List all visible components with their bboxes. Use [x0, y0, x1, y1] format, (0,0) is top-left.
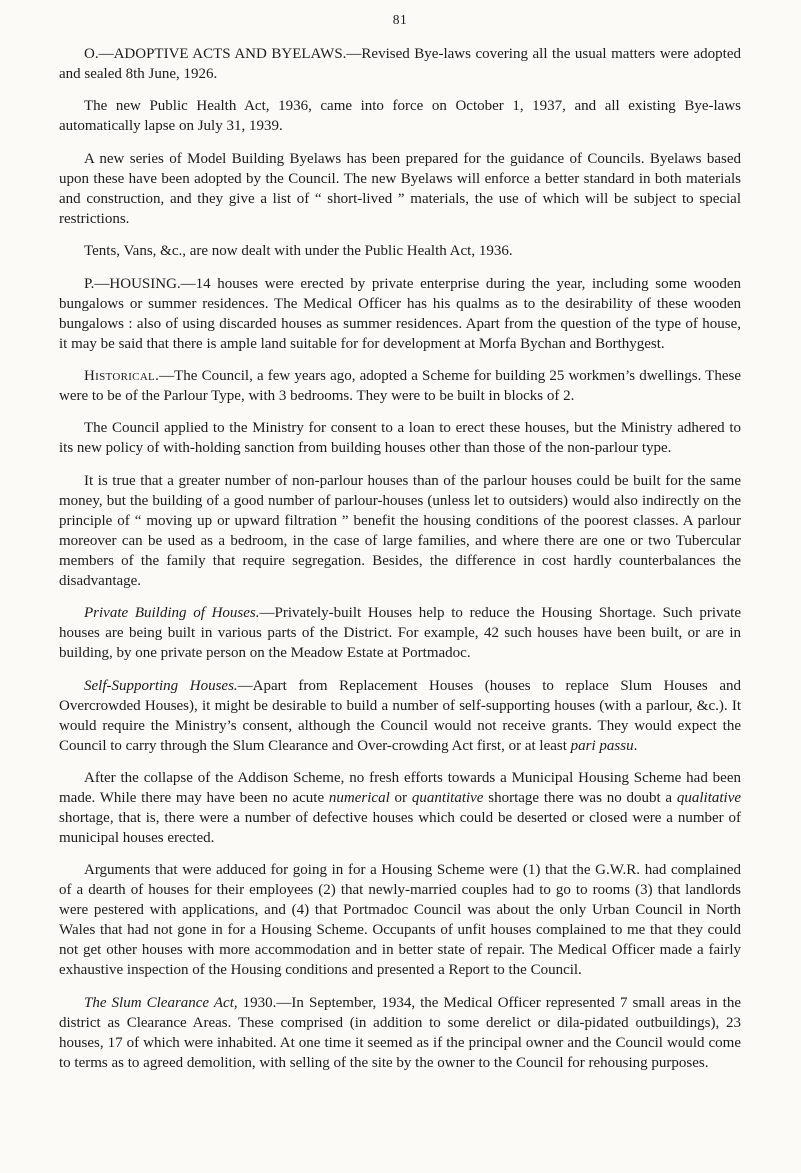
emphasis-text: Self-Supporting Houses. [84, 677, 238, 694]
paragraph-p13 [59, 993, 741, 1073]
body-text: 1930.—In September, 1934, the Medical Officer represented 7 small areas in the district as Clearance Areas. These comprised (in addition to some derelict or dila-pidated outbuildings), 23 houses, 17 of which were inhabited. At one time it seemed as if the principal owner and the Council would come to terms as to agreed demolition, with selling of the site by the owner to the Council for rehousing purposes. [59, 994, 741, 1071]
paragraph-p06 [59, 366, 741, 406]
body-text: P.—HOUSING.—14 houses were erected by private enterprise during the year, including some wooden bungalows or summer residences. The Medical Officer has his qualms as to the desirability of these wooden bungalows : also of using discarded houses as summer residences. Apart from the question of the type of house, it may be said that there is ample land suitable for for development at Morfa Bychan and Borthygest. [59, 275, 741, 352]
emphasis-text: qualitative [676, 789, 742, 806]
emphasis-text: Private Building of Houses. [84, 605, 260, 622]
emphasis-text: The Slum Clearance Act, [84, 994, 238, 1011]
emphasis-text: numerical [328, 789, 390, 806]
emphasis-text: quantitative [411, 789, 484, 806]
body-text: It is true that a greater number of non-parlour houses than of the parlour houses could be built for the same money, but the building of a good number of parlour-houses (unless let to outsiders) would also indirectly on the principle of “ moving up or upward filtration ” benefit the housing conditions of the poorest classes. A parlour moreover can be used as a bedroom, in the case of large families, and where there are one or two Tubercular members of the family that require segregation. Besides, the difference in cost hardly counterbalances the disadvantage. [59, 472, 741, 589]
page-number: 81 [392, 12, 408, 27]
body-text: Tents, Vans, &c., are now dealt with under the Public Health Act, 1936. [84, 243, 513, 260]
body-text: After the collapse of the Addison Scheme, no fresh efforts towards a Municipal Housing Scheme had been made. While there may have been no acute [59, 769, 741, 806]
body-text: The Council applied to the Ministry for consent to a loan to erect these houses, but the Ministry adhered to its new policy of with-holding sanction from building houses other than those of the non-parlour type. [59, 420, 741, 457]
body-text: shortage, that is, there were a number of defective houses which could be deserted or closed were a number of municipal houses erected. [59, 809, 741, 846]
body-text: —Apart from Replacement Houses (houses to replace Slum Houses and Overcrowded Houses), it might be desirable to build a number of self-supporting houses (with a parlour, &c.). It would require the Ministry’s consent, although the Council would not receive grants. They would expect the Council to carry through the Slum Clearance and Over-crowding Act first, or at least [59, 677, 742, 754]
body-text: or [389, 789, 412, 806]
paragraph-p12 [59, 860, 741, 980]
paragraph-p08 [59, 471, 741, 591]
body-text: —Privately-built Houses help to reduce the Housing Shortage. Such private houses are being built in various parts of the District. For example, 42 such houses have been built, or are in building, by one private person on the Meadow Estate at Portmadoc. [59, 605, 741, 662]
paragraph-p11 [59, 768, 741, 848]
body-text: shortage there was no doubt a [483, 789, 677, 806]
body-text: O.—ADOPTIVE ACTS AND BYELAWS.—Revised Bye-laws covering all the usual matters were adopted and sealed 8th June, 1926. [59, 46, 741, 82]
body-text: . [633, 737, 638, 754]
paragraph-p04 [59, 241, 741, 261]
paragraph-p02 [59, 96, 741, 136]
paragraph-p03 [59, 149, 741, 229]
paragraph-p10 [59, 676, 741, 756]
body-text: Arguments that were adduced for going in for a Housing Scheme were (1) that the G.W.R. had complained of a dearth of houses for their employees (2) that newly-married couples had to go to rooms (3) that landlords were pestered with applications, and (4) that Portmadoc Council was about the only Urban Council in North Wales that had not gone in for a Housing Scheme. Occupants of unfit houses complained to me that they could not get other houses with more accommodation and in better state of repair. The Medical Officer made a fairly exhaustive inspection of the Housing conditions and presented a Report to the Council. [59, 862, 741, 979]
emphasis-text: Historical. [84, 367, 160, 384]
emphasis-text: pari passu [570, 737, 634, 754]
paragraph-p01 [59, 44, 741, 84]
paragraph-p09 [59, 603, 741, 663]
body-text: A new series of Model Building Byelaws has been prepared for the guidance of Councils. Byelaws based upon these have been adopted by the Council. The new Byelaws will enforce a better standard in both materials and construction, and they give a list of “ short-lived ” materials, the use of which will be subject to special restrictions. [59, 150, 741, 227]
paragraph-p05 [59, 274, 741, 354]
body-text: —The Council, a few years ago, adopted a Scheme for building 25 workmen’s dwellings. These were to be of the Parlour Type, with 3 bedrooms. They were to be built in blocks of 2. [59, 367, 741, 404]
paragraph-p07 [59, 418, 741, 458]
document-body [59, 44, 741, 1073]
body-text: The new Public Health Act, 1936, came into force on October 1, 1937, and all existing Bye-laws automatically lapse on July 31, 1939. [59, 98, 741, 135]
